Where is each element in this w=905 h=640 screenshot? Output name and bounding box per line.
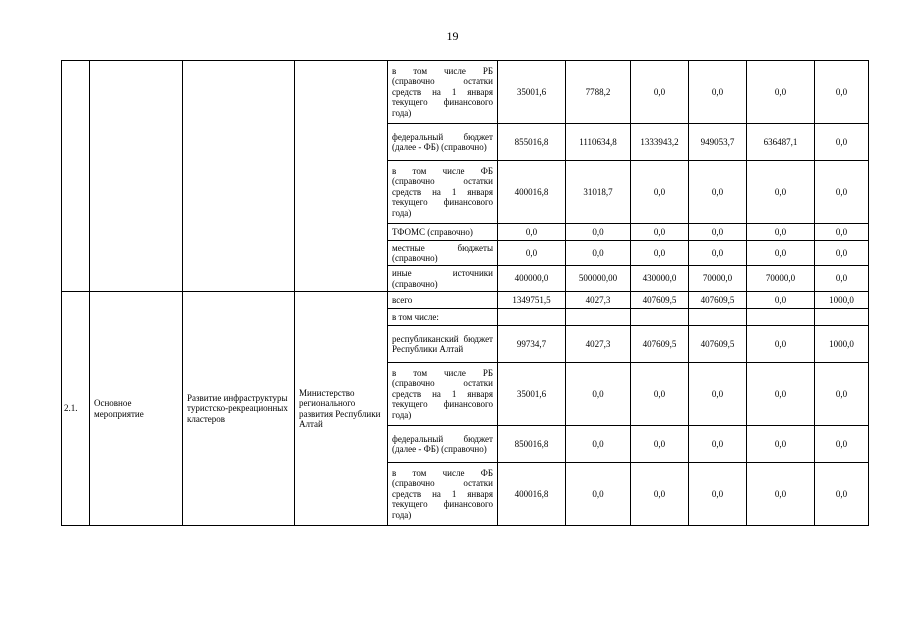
value-cell: 1000,0 [815, 292, 869, 309]
source-cell: в том числе РБ (справочно остатки средств на 1 января текущего финансового года) [388, 61, 498, 124]
name-cell [183, 61, 295, 292]
table-row [62, 61, 869, 124]
value-cell: 0,0 [631, 61, 689, 124]
value-cell: 1110634,8 [566, 124, 631, 161]
source-cell: в том числе: [388, 309, 498, 326]
value-cell: 0,0 [815, 161, 869, 224]
value-cell: 400016,8 [498, 463, 566, 526]
source-cell: в том числе РБ (справочно остатки средств на 1 января текущего финансового года) [388, 363, 498, 426]
measure-name: Развитие инфраструктуры туристско-рекреационных кластеров [183, 292, 295, 526]
value-cell: 0,0 [815, 124, 869, 161]
value-cell: 1333943,2 [631, 124, 689, 161]
measure-executor: Министерство регионального развития Республики Алтай [295, 292, 388, 526]
value-cell: 407609,5 [631, 326, 689, 363]
value-cell: 0,0 [747, 326, 815, 363]
value-cell: 0,0 [566, 241, 631, 266]
value-cell: 0,0 [689, 363, 747, 426]
value-cell: 400000,0 [498, 266, 566, 292]
source-cell: иные источники (справочно) [388, 266, 498, 292]
value-cell: 0,0 [815, 426, 869, 463]
number-cell [62, 61, 90, 292]
table-row [62, 292, 869, 309]
value-cell: 7788,2 [566, 61, 631, 124]
value-cell: 407609,5 [631, 292, 689, 309]
value-cell: 1349751,5 [498, 292, 566, 309]
value-cell: 0,0 [747, 61, 815, 124]
value-cell: 0,0 [566, 363, 631, 426]
value-cell: 949053,7 [689, 124, 747, 161]
value-cell: 500000,00 [566, 266, 631, 292]
value-cell: 1000,0 [815, 326, 869, 363]
value-cell: 0,0 [815, 224, 869, 241]
value-cell: 0,0 [498, 224, 566, 241]
value-cell: 70000,0 [689, 266, 747, 292]
page-number: 19 [446, 29, 459, 43]
value-cell: 0,0 [815, 363, 869, 426]
value-cell: 0,0 [747, 363, 815, 426]
value-cell [566, 309, 631, 326]
value-cell: 400016,8 [498, 161, 566, 224]
value-cell: 0,0 [689, 426, 747, 463]
value-cell: 0,0 [815, 241, 869, 266]
value-cell: 0,0 [631, 224, 689, 241]
value-cell: 0,0 [566, 224, 631, 241]
funding-table [61, 60, 869, 526]
value-cell: 35001,6 [498, 61, 566, 124]
value-cell: 70000,0 [747, 266, 815, 292]
value-cell: 855016,8 [498, 124, 566, 161]
source-cell: местные бюджеты (справочно) [388, 241, 498, 266]
value-cell: 0,0 [566, 426, 631, 463]
executor-cell [295, 61, 388, 292]
value-cell: 0,0 [689, 161, 747, 224]
value-cell: 0,0 [631, 363, 689, 426]
value-cell: 0,0 [566, 463, 631, 526]
value-cell [815, 309, 869, 326]
value-cell [631, 309, 689, 326]
value-cell: 0,0 [631, 161, 689, 224]
source-cell: федеральный бюджет (далее - ФБ) (справочно) [388, 426, 498, 463]
value-cell: 0,0 [498, 241, 566, 266]
value-cell: 430000,0 [631, 266, 689, 292]
value-cell: 0,0 [631, 463, 689, 526]
source-cell: федеральный бюджет (далее - ФБ) (справочно) [388, 124, 498, 161]
value-cell: 0,0 [747, 161, 815, 224]
value-cell: 0,0 [747, 426, 815, 463]
value-cell: 407609,5 [689, 292, 747, 309]
value-cell: 0,0 [689, 241, 747, 266]
measure-number: 2.1. [62, 292, 90, 526]
value-cell: 31018,7 [566, 161, 631, 224]
value-cell: 636487,1 [747, 124, 815, 161]
value-cell: 0,0 [689, 463, 747, 526]
value-cell: 407609,5 [689, 326, 747, 363]
value-cell: 99734,7 [498, 326, 566, 363]
value-cell: 0,0 [631, 426, 689, 463]
value-cell [747, 309, 815, 326]
value-cell: 0,0 [747, 463, 815, 526]
source-cell: в том числе ФБ (справочно остатки средств на 1 января текущего финансового года) [388, 161, 498, 224]
value-cell: 4027,3 [566, 292, 631, 309]
value-cell [689, 309, 747, 326]
value-cell: 0,0 [815, 266, 869, 292]
value-cell: 4027,3 [566, 326, 631, 363]
type-cell [90, 61, 183, 292]
source-cell: в том числе ФБ (справочно остатки средств на 1 января текущего финансового года) [388, 463, 498, 526]
value-cell: 0,0 [815, 61, 869, 124]
value-cell: 0,0 [689, 224, 747, 241]
source-cell: всего [388, 292, 498, 309]
source-cell: республиканский бюджет Республики Алтай [388, 326, 498, 363]
measure-type: Основное мероприятие [90, 292, 183, 526]
value-cell: 0,0 [689, 61, 747, 124]
source-cell: ТФОМС (справочно) [388, 224, 498, 241]
value-cell: 0,0 [747, 292, 815, 309]
value-cell: 0,0 [631, 241, 689, 266]
value-cell: 0,0 [747, 241, 815, 266]
value-cell: 0,0 [747, 224, 815, 241]
value-cell: 850016,8 [498, 426, 566, 463]
value-cell: 35001,6 [498, 363, 566, 426]
value-cell [498, 309, 566, 326]
value-cell: 0,0 [815, 463, 869, 526]
